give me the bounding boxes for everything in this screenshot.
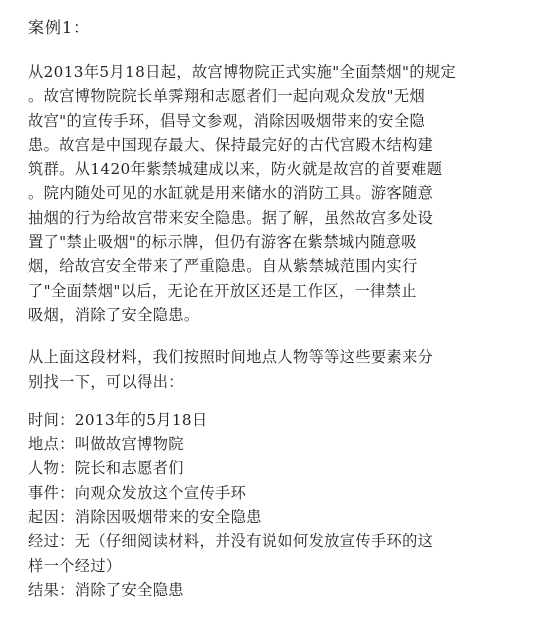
fact-event: 事件：向观众发放这个宣传手环 [28, 483, 247, 502]
paragraph-line: 别找一下，可以得出： [28, 372, 184, 391]
element-list [28, 408, 523, 602]
fact-process-continued: 样一个经过） [28, 556, 122, 575]
paragraph-line: 故宫"的宣传手环，倡导文参观，消除因吸烟带来的安全隐 [28, 111, 426, 130]
paragraph-line: 筑群。从1420年紫禁城建成以来，防火就是故宫的首要难题 [28, 160, 443, 179]
fact-process: 经过：无（仔细阅读材料，并没有说如何发放宣传手环的这 [28, 532, 434, 551]
case-heading: 案例1： [28, 18, 91, 37]
paragraph-line: 从上面这段材料，我们按照时间地点人物等等这些要素来分 [28, 348, 434, 367]
paragraph-line: 。故宫博物院院长单霁翔和志愿者们一起向观众发放"无烟 [28, 87, 426, 106]
paragraph-line: 抽烟的行为给故宫带来安全隐患。据了解，虽然故宫多处设 [28, 208, 434, 227]
fact-people: 人物：院长和志愿者们 [28, 459, 184, 478]
fact-time: 时间：2013年的5月18日 [28, 410, 208, 429]
fact-result: 结果：消除了安全隐患 [28, 580, 184, 599]
analysis-intro-paragraph [28, 345, 523, 394]
paragraph-line: 烟，给故宫安全带来了严重隐患。自从紫禁城范围内实行 [28, 257, 418, 276]
case-paragraph [28, 60, 523, 327]
paragraph-line: 置了"禁止吸烟"的标示牌，但仍有游客在紫禁城内随意吸 [28, 233, 417, 252]
fact-cause: 起因：消除因吸烟带来的安全隐患 [28, 508, 262, 527]
fact-place: 地点：叫做故宫博物院 [28, 435, 184, 454]
paragraph-line: 从2013年5月18日起，故宫博物院正式实施"全面禁烟"的规定 [28, 63, 457, 81]
paragraph-line: 吸烟，消除了安全隐患。 [28, 305, 200, 324]
paragraph-line: 患。故宫是中国现存最大、保持最完好的古代宫殿木结构建 [28, 135, 434, 154]
paragraph-line: 。院内随处可见的水缸就是用来储水的消防工具。游客随意 [28, 184, 434, 203]
paragraph-line: 了"全面禁烟"以后，无论在开放区还是工作区，一律禁止 [28, 281, 417, 300]
